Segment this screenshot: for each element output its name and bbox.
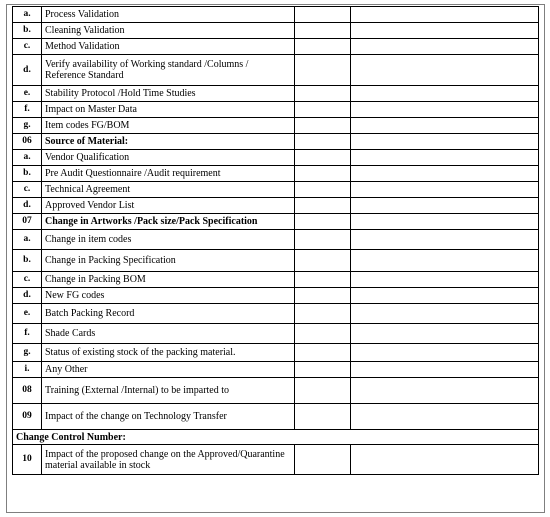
table-row [13, 362, 539, 378]
response-cell[interactable] [295, 362, 351, 378]
remarks-cell[interactable] [351, 362, 539, 378]
item-number: c. [13, 39, 42, 55]
table-row [13, 23, 539, 39]
response-cell[interactable] [295, 55, 351, 86]
table-row [13, 134, 539, 150]
table-row [13, 304, 539, 324]
table-row [13, 55, 539, 86]
item-description: Vendor Qualification [42, 150, 295, 166]
item-number: b. [13, 23, 42, 39]
item-description: Change in item codes [42, 230, 295, 250]
table-row [13, 430, 539, 445]
item-number: 10 [13, 445, 42, 475]
response-cell[interactable] [295, 118, 351, 134]
item-number: 09 [13, 404, 42, 430]
table-row [13, 288, 539, 304]
remarks-cell[interactable] [351, 166, 539, 182]
response-cell[interactable] [295, 304, 351, 324]
remarks-cell[interactable] [351, 55, 539, 86]
item-description: Verify availability of Working standard /Columns / Reference Standard [42, 55, 295, 86]
table-row [13, 150, 539, 166]
response-cell[interactable] [295, 445, 351, 475]
remarks-cell[interactable] [351, 288, 539, 304]
remarks-cell[interactable] [351, 102, 539, 118]
item-description: Technical Agreement [42, 182, 295, 198]
response-cell[interactable] [295, 344, 351, 362]
table-row [13, 86, 539, 102]
remarks-cell[interactable] [351, 198, 539, 214]
item-description: New FG codes [42, 288, 295, 304]
response-cell[interactable] [295, 324, 351, 344]
item-description: Approved Vendor List [42, 198, 295, 214]
item-number: g. [13, 118, 42, 134]
remarks-cell[interactable] [351, 344, 539, 362]
table-row [13, 230, 539, 250]
response-cell[interactable] [295, 166, 351, 182]
item-description: Impact on Master Data [42, 102, 295, 118]
response-cell[interactable] [295, 134, 351, 150]
change-control-table [12, 6, 539, 475]
remarks-cell[interactable] [351, 150, 539, 166]
table-row [13, 344, 539, 362]
remarks-cell[interactable] [351, 324, 539, 344]
response-cell[interactable] [295, 182, 351, 198]
item-number: f. [13, 324, 42, 344]
table-row [13, 39, 539, 55]
response-cell[interactable] [295, 250, 351, 272]
item-description: Change in Packing Specification [42, 250, 295, 272]
table-row [13, 404, 539, 430]
table-row [13, 182, 539, 198]
table-row [13, 445, 539, 475]
item-number: f. [13, 102, 42, 118]
remarks-cell[interactable] [351, 86, 539, 102]
remarks-cell[interactable] [351, 23, 539, 39]
item-description: Status of existing stock of the packing material. [42, 344, 295, 362]
table-row [13, 272, 539, 288]
item-description: Impact of the proposed change on the Approved/Quarantine material available in stock [42, 445, 295, 475]
item-number: a. [13, 150, 42, 166]
remarks-cell[interactable] [351, 7, 539, 23]
remarks-cell[interactable] [351, 404, 539, 430]
remarks-cell[interactable] [351, 214, 539, 230]
item-description: Process Validation [42, 7, 295, 23]
response-cell[interactable] [295, 7, 351, 23]
response-cell[interactable] [295, 102, 351, 118]
response-cell[interactable] [295, 198, 351, 214]
item-number: b. [13, 250, 42, 272]
item-description: Item codes FG/BOM [42, 118, 295, 134]
response-cell[interactable] [295, 23, 351, 39]
item-description: Cleaning Validation [42, 23, 295, 39]
item-description: Method Validation [42, 39, 295, 55]
item-number: a. [13, 7, 42, 23]
item-number: 08 [13, 378, 42, 404]
remarks-cell[interactable] [351, 250, 539, 272]
item-description: Stability Protocol /Hold Time Studies [42, 86, 295, 102]
item-number: b. [13, 166, 42, 182]
table-row [13, 198, 539, 214]
item-number: d. [13, 55, 42, 86]
item-number: d. [13, 288, 42, 304]
item-number: 06 [13, 134, 42, 150]
item-number: g. [13, 344, 42, 362]
remarks-cell[interactable] [351, 230, 539, 250]
response-cell[interactable] [295, 404, 351, 430]
item-description: Batch Packing Record [42, 304, 295, 324]
response-cell[interactable] [295, 272, 351, 288]
response-cell[interactable] [295, 230, 351, 250]
item-number: e. [13, 86, 42, 102]
item-number: 07 [13, 214, 42, 230]
item-number: c. [13, 182, 42, 198]
item-description: Pre Audit Questionnaire /Audit requirement [42, 166, 295, 182]
response-cell[interactable] [295, 150, 351, 166]
response-cell[interactable] [295, 214, 351, 230]
item-number: a. [13, 230, 42, 250]
item-number: d. [13, 198, 42, 214]
table-row [13, 250, 539, 272]
remarks-cell[interactable] [351, 39, 539, 55]
item-description: Impact of the change on Technology Transfer [42, 404, 295, 430]
item-description: Any Other [42, 362, 295, 378]
remarks-cell[interactable] [351, 445, 539, 475]
item-description: Shade Cards [42, 324, 295, 344]
table-row [13, 102, 539, 118]
remarks-cell[interactable] [351, 118, 539, 134]
item-description: Change in Packing BOM [42, 272, 295, 288]
remarks-cell[interactable] [351, 182, 539, 198]
table-row [13, 214, 539, 230]
item-number: i. [13, 362, 42, 378]
table-row [13, 324, 539, 344]
response-cell[interactable] [295, 288, 351, 304]
response-cell[interactable] [295, 86, 351, 102]
response-cell[interactable] [295, 39, 351, 55]
section-heading: Source of Material: [42, 134, 295, 150]
remarks-cell[interactable] [351, 272, 539, 288]
table-row [13, 7, 539, 23]
remarks-cell[interactable] [351, 134, 539, 150]
item-number: c. [13, 272, 42, 288]
remarks-cell[interactable] [351, 378, 539, 404]
table-row [13, 378, 539, 404]
response-cell[interactable] [295, 378, 351, 404]
item-description: Training (External /Internal) to be imparted to [42, 378, 295, 404]
item-number: e. [13, 304, 42, 324]
section-heading: Change in Artworks /Pack size/Pack Specification [42, 214, 295, 230]
table-row [13, 166, 539, 182]
section-heading: Change Control Number: [13, 430, 539, 445]
table-row [13, 118, 539, 134]
remarks-cell[interactable] [351, 304, 539, 324]
